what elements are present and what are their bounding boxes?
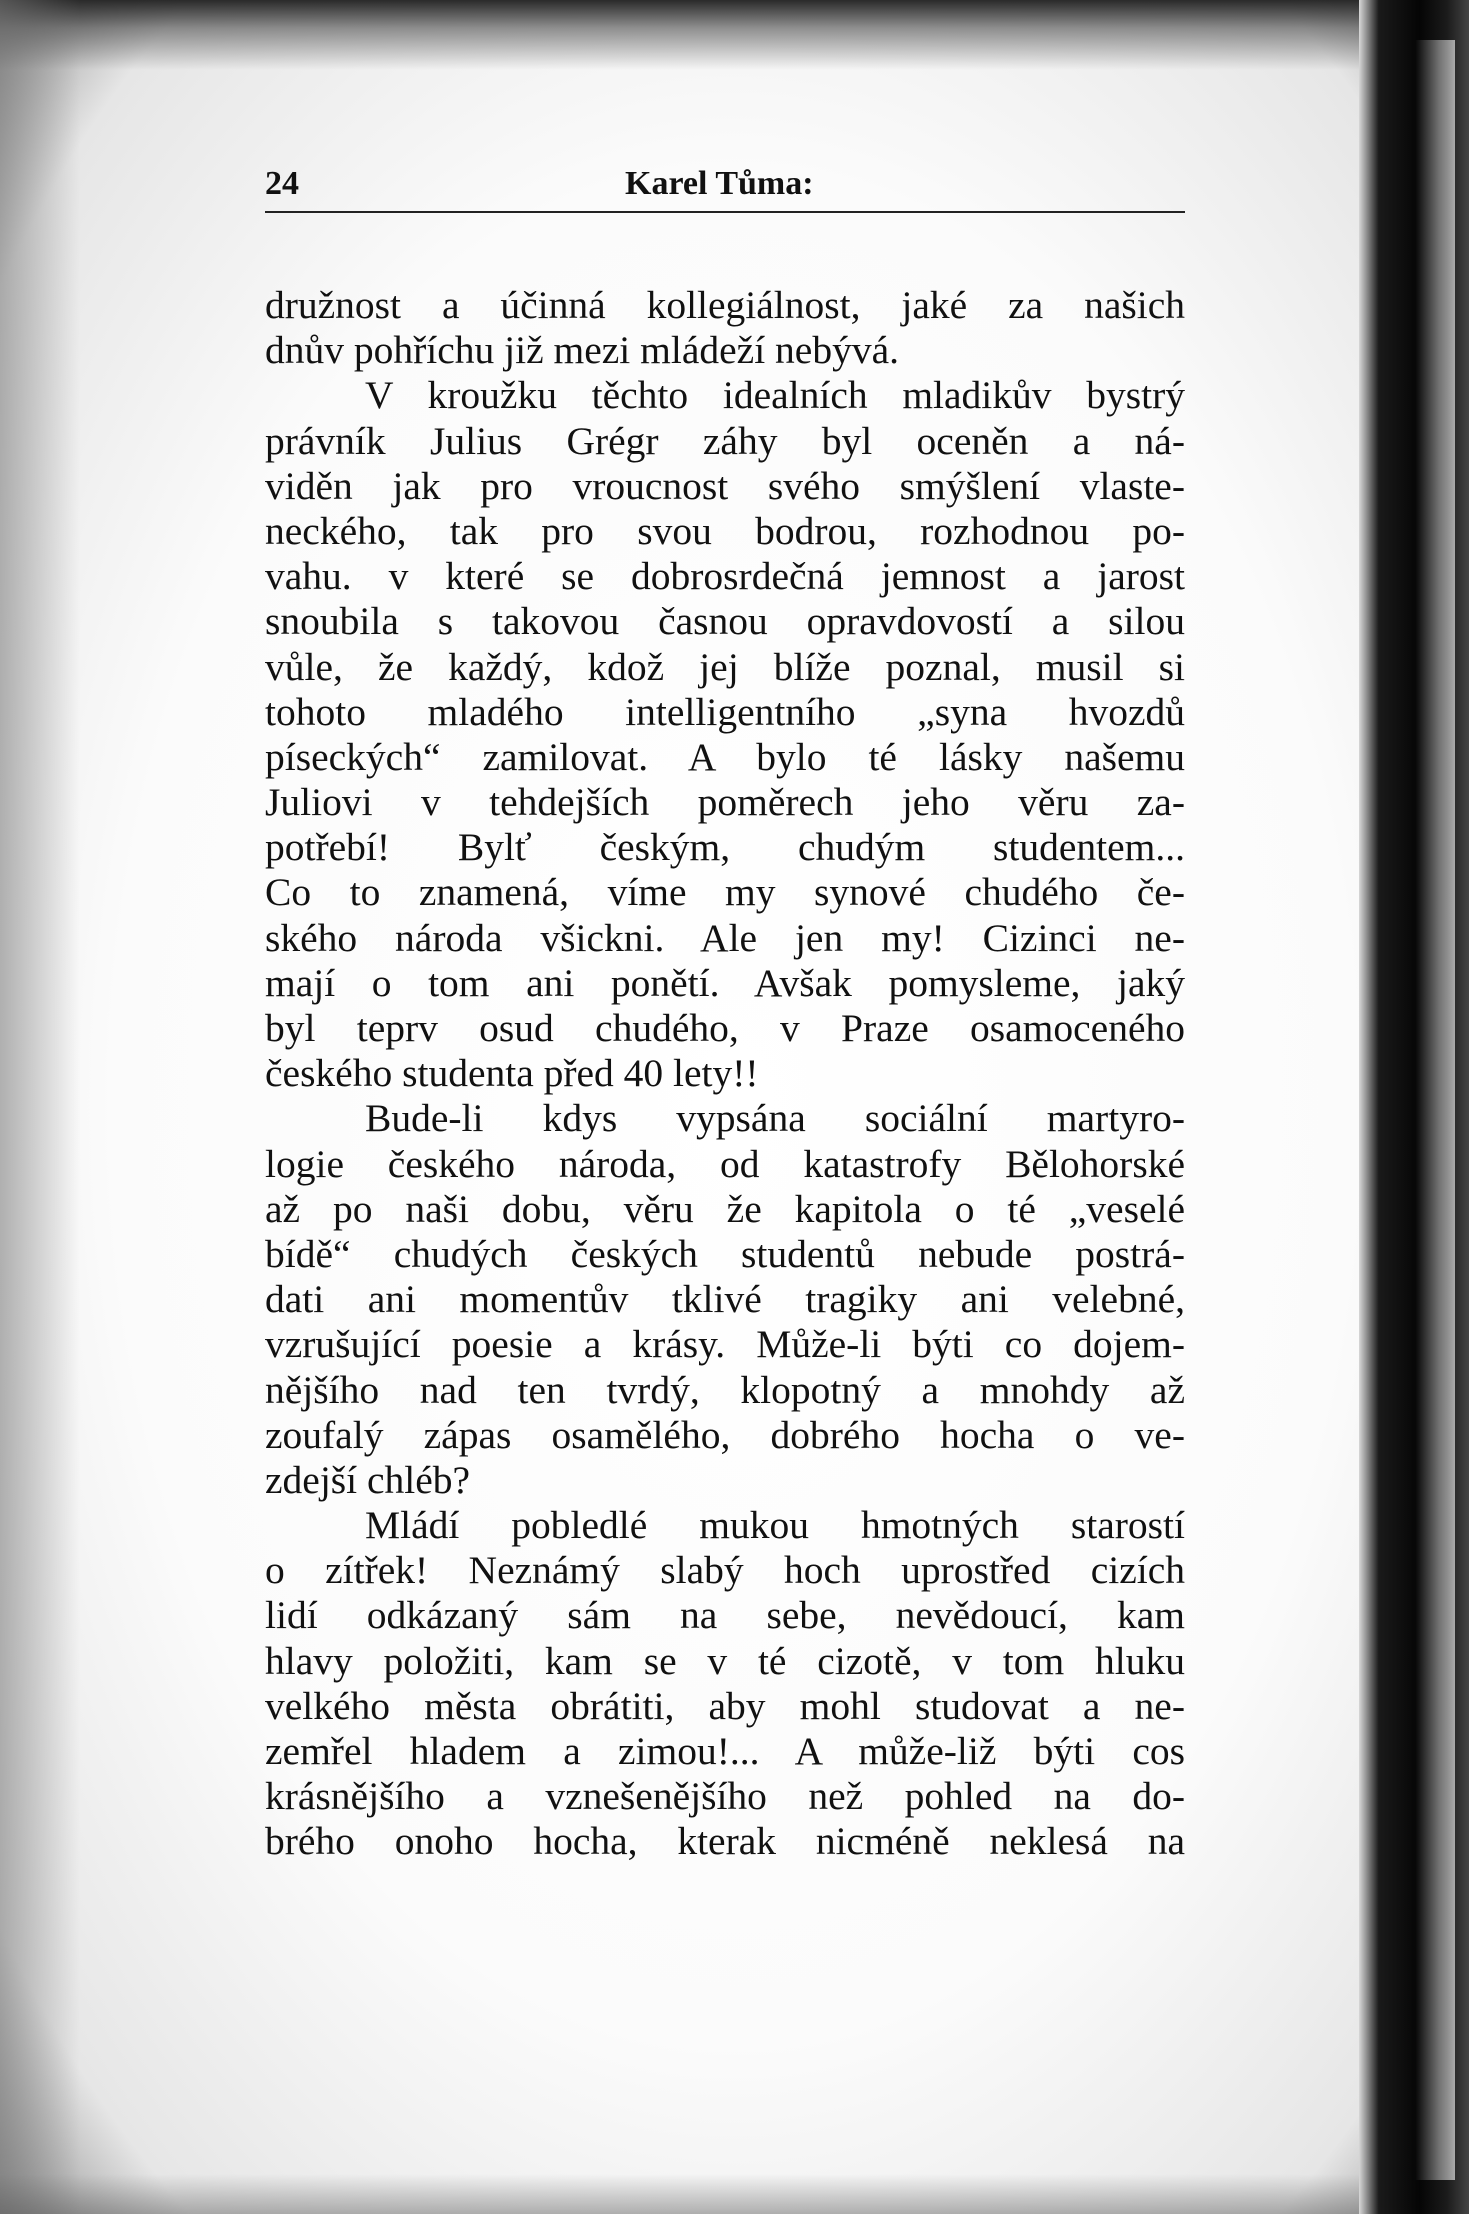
running-head (265, 165, 1185, 213)
text-line: vzrušující poesie a krásy. Může-li býti co dojem- (265, 1322, 1185, 1367)
text-line: zdejší chléb? (265, 1457, 471, 1502)
text-line: dnův pohříchu již mezi mládeží nebývá. (265, 328, 899, 373)
text-line: dati ani momentův tklivé tragiky ani velebné, (265, 1277, 1185, 1322)
book-page (265, 165, 1185, 1865)
text-line: lidí odkázaný sám na sebe, nevědoucí, kam (265, 1593, 1185, 1638)
text-line: zoufalý zápas osamělého, dobrého hocha o ve- (265, 1412, 1185, 1457)
text-line: píseckých“ zamilovat. A bylo té lásky našemu (265, 734, 1185, 779)
book-gutter (1359, 0, 1469, 2214)
text-line: V kroužku těchto idealních mladikův bystrý (365, 373, 1185, 418)
scan-top-shadow (0, 0, 1400, 70)
text-line: viděn jak pro vroucnost svého smýšlení vlaste- (265, 463, 1185, 508)
text-line: Mládí pobledlé mukou hmotných starostí (365, 1503, 1185, 1548)
text-line: byl teprv osud chudého, v Praze osamoceného (265, 1006, 1185, 1050)
text-line: neckého, tak pro svou bodrou, rozhodnou po- (265, 508, 1185, 553)
text-line: ského národa všickni. Ale jen my! Cizinci ne- (265, 915, 1185, 960)
next-page-edge (1415, 40, 1455, 2180)
text-line: logie českého národa, od katastrofy Bělohorské (265, 1141, 1185, 1186)
text-line: Co to znamená, víme my synové chudého če- (265, 870, 1185, 915)
text-line: bídě“ chudých českých studentů nebude postrá- (265, 1231, 1185, 1276)
text-line: o zítřek! Neznámý slabý hoch uprostřed cizích (265, 1548, 1185, 1593)
text-line: brého onoho hocha, kterak nicméně neklesá na (265, 1819, 1185, 1864)
text-line: Juliovi v tehdejších poměrech jeho věru za- (265, 780, 1185, 825)
text-line: českého studenta před 40 lety!! (265, 1051, 759, 1096)
text-line: vůle, že každý, kdož jej blíže poznal, musil si (265, 644, 1185, 689)
text-line: snoubila s takovou časnou opravdovostí a silou (265, 599, 1185, 644)
text-line: nějšího nad ten tvrdý, klopotný a mnohdy až (265, 1367, 1185, 1412)
text-line: až po naši dobu, věru že kapitola o té „veselé (265, 1186, 1185, 1231)
text-line: mají o tom ani ponětí. Avšak pomysleme, jaký (265, 960, 1185, 1005)
text-line: hlavy položiti, kam se v té cizotě, v tom hluku (265, 1638, 1185, 1683)
scan-left-shadow (0, 0, 80, 2214)
text-line: Bude-li kdys vypsána sociální martyro- (365, 1096, 1185, 1141)
text-line: potřebí! Bylť českým, chudým studentem... (265, 825, 1185, 870)
page-number: 24 (265, 165, 299, 202)
body-text (265, 283, 1185, 1865)
scan-bottom-shadow (0, 2174, 1400, 2214)
text-line: družnost a účinná kollegiálnost, jaké za našich (265, 283, 1185, 327)
running-title: Karel Tůma: (625, 165, 814, 202)
text-line: krásnějšího a vznešenějšího než pohled na do- (265, 1774, 1185, 1819)
text-line: zemřel hladem a zimou!... A může-liž býti cos (265, 1729, 1185, 1773)
text-line: právník Julius Grégr záhy byl oceněn a ná- (265, 418, 1185, 463)
text-line: velkého města obrátiti, aby mohl studovat a ne- (265, 1683, 1185, 1728)
text-line: vahu. v které se dobrosrdečná jemnost a jarost (265, 554, 1185, 599)
text-line: tohoto mladého intelligentního „syna hvozdů (265, 689, 1185, 734)
